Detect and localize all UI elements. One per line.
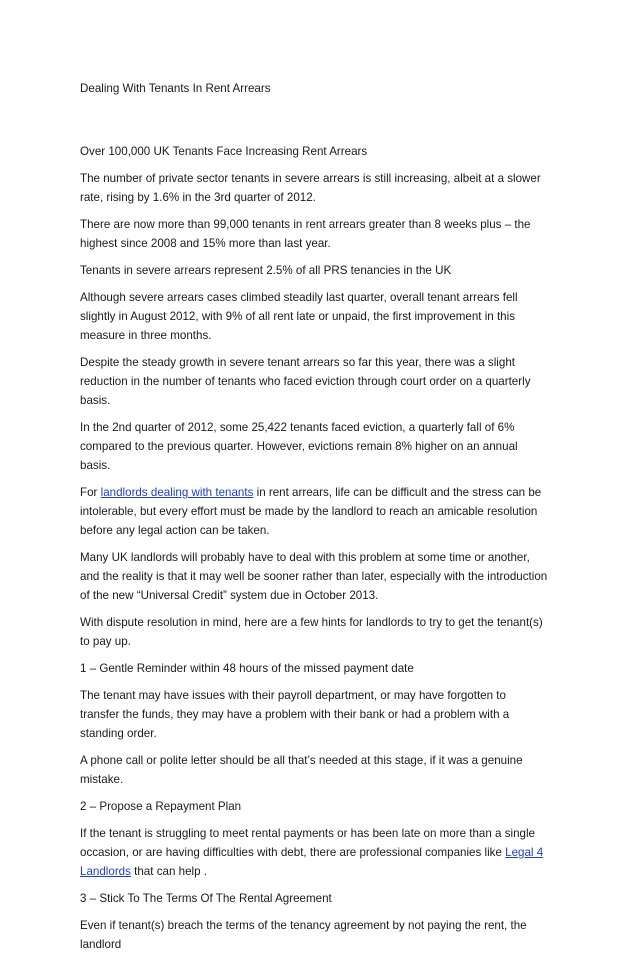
paragraph-3: Tenants in severe arrears represent 2.5% of all PRS tenancies in the UK [80,264,452,277]
section-1-heading: 1 – Gentle Reminder within 48 hours of the missed payment date [80,662,414,675]
section-2-heading: 2 – Propose a Repayment Plan [80,800,242,813]
section-3-heading: 3 – Stick To The Terms Of The Rental Agreement [80,892,332,905]
article-heading: Over 100,000 UK Tenants Face Increasing Rent Arrears [80,145,368,158]
paragraph-7-text-start: For [80,486,101,499]
paragraph-7 [80,483,548,540]
section-2-text-end: that can help . [130,865,207,878]
paragraph-2: There are now more than 99,000 tenants in rent arrears greater than 8 weeks plus – the highest since 2008 and 15% more than last year. [80,218,531,250]
section-1-paragraph-2: A phone call or polite letter should be all that’s needed at this stage, if it was a genuine mistake. [80,754,523,786]
paragraph-9: With dispute resolution in mind, here are a few hints for landlords to try to get the tenant(s) to pay up. [80,616,543,648]
paragraph-4: Although severe arrears cases climbed steadily last quarter, overall tenant arrears fell slightly in August 2012, with 9% of all rent late or unpaid, the first improvement in this measure in three months. [80,291,518,342]
section-2-paragraph-1 [80,824,548,881]
legal-4-landlords-link[interactable]: Legal 4 Landlords [80,846,544,878]
section-3-paragraph-1: Even if tenant(s) breach the terms of the tenancy agreement by not paying the rent, the landlord [80,919,527,951]
paragraph-8: Many UK landlords will probably have to deal with this problem at some time or another, and the reality is that it may well be sooner rather than later, especially with the introduction of the new “Universal Credit” system due in October 2013. [80,551,548,602]
paragraph-1: The number of private sector tenants in severe arrears is still increasing, albeit at a slower rate, rising by 1.6% in the 3rd quarter of 2012. [80,172,541,204]
paragraph-7-text-end: in rent arrears, life can be difficult and the stress can be intolerable, but every effort must be made by the landlord to reach an amicable resolution before any legal action can be taken. [80,486,542,537]
landlords-dealing-with-tenants-link[interactable]: landlords dealing with tenants [100,486,254,499]
paragraph-5: Despite the steady growth in severe tenant arrears so far this year, there was a slight reduction in the number of tenants who faced eviction through court order on a quarterly basis. [80,356,531,407]
paragraph-6: In the 2nd quarter of 2012, some 25,422 tenants faced eviction, a quarterly fall of 6% compared to the previous quarter. However, evictions remain 8% higher on an annual basis. [80,421,518,472]
document-title: Dealing With Tenants In Rent Arrears [80,82,271,95]
section-2-text-start: If the tenant is struggling to meet rental payments or has been late on more than a single occasion, or are having difficulties with debt, there are professional companies like [80,827,536,859]
section-1-paragraph-1: The tenant may have issues with their payroll department, or may have forgotten to transfer the funds, they may have a problem with their bank or had a problem with a standing order. [80,689,510,740]
